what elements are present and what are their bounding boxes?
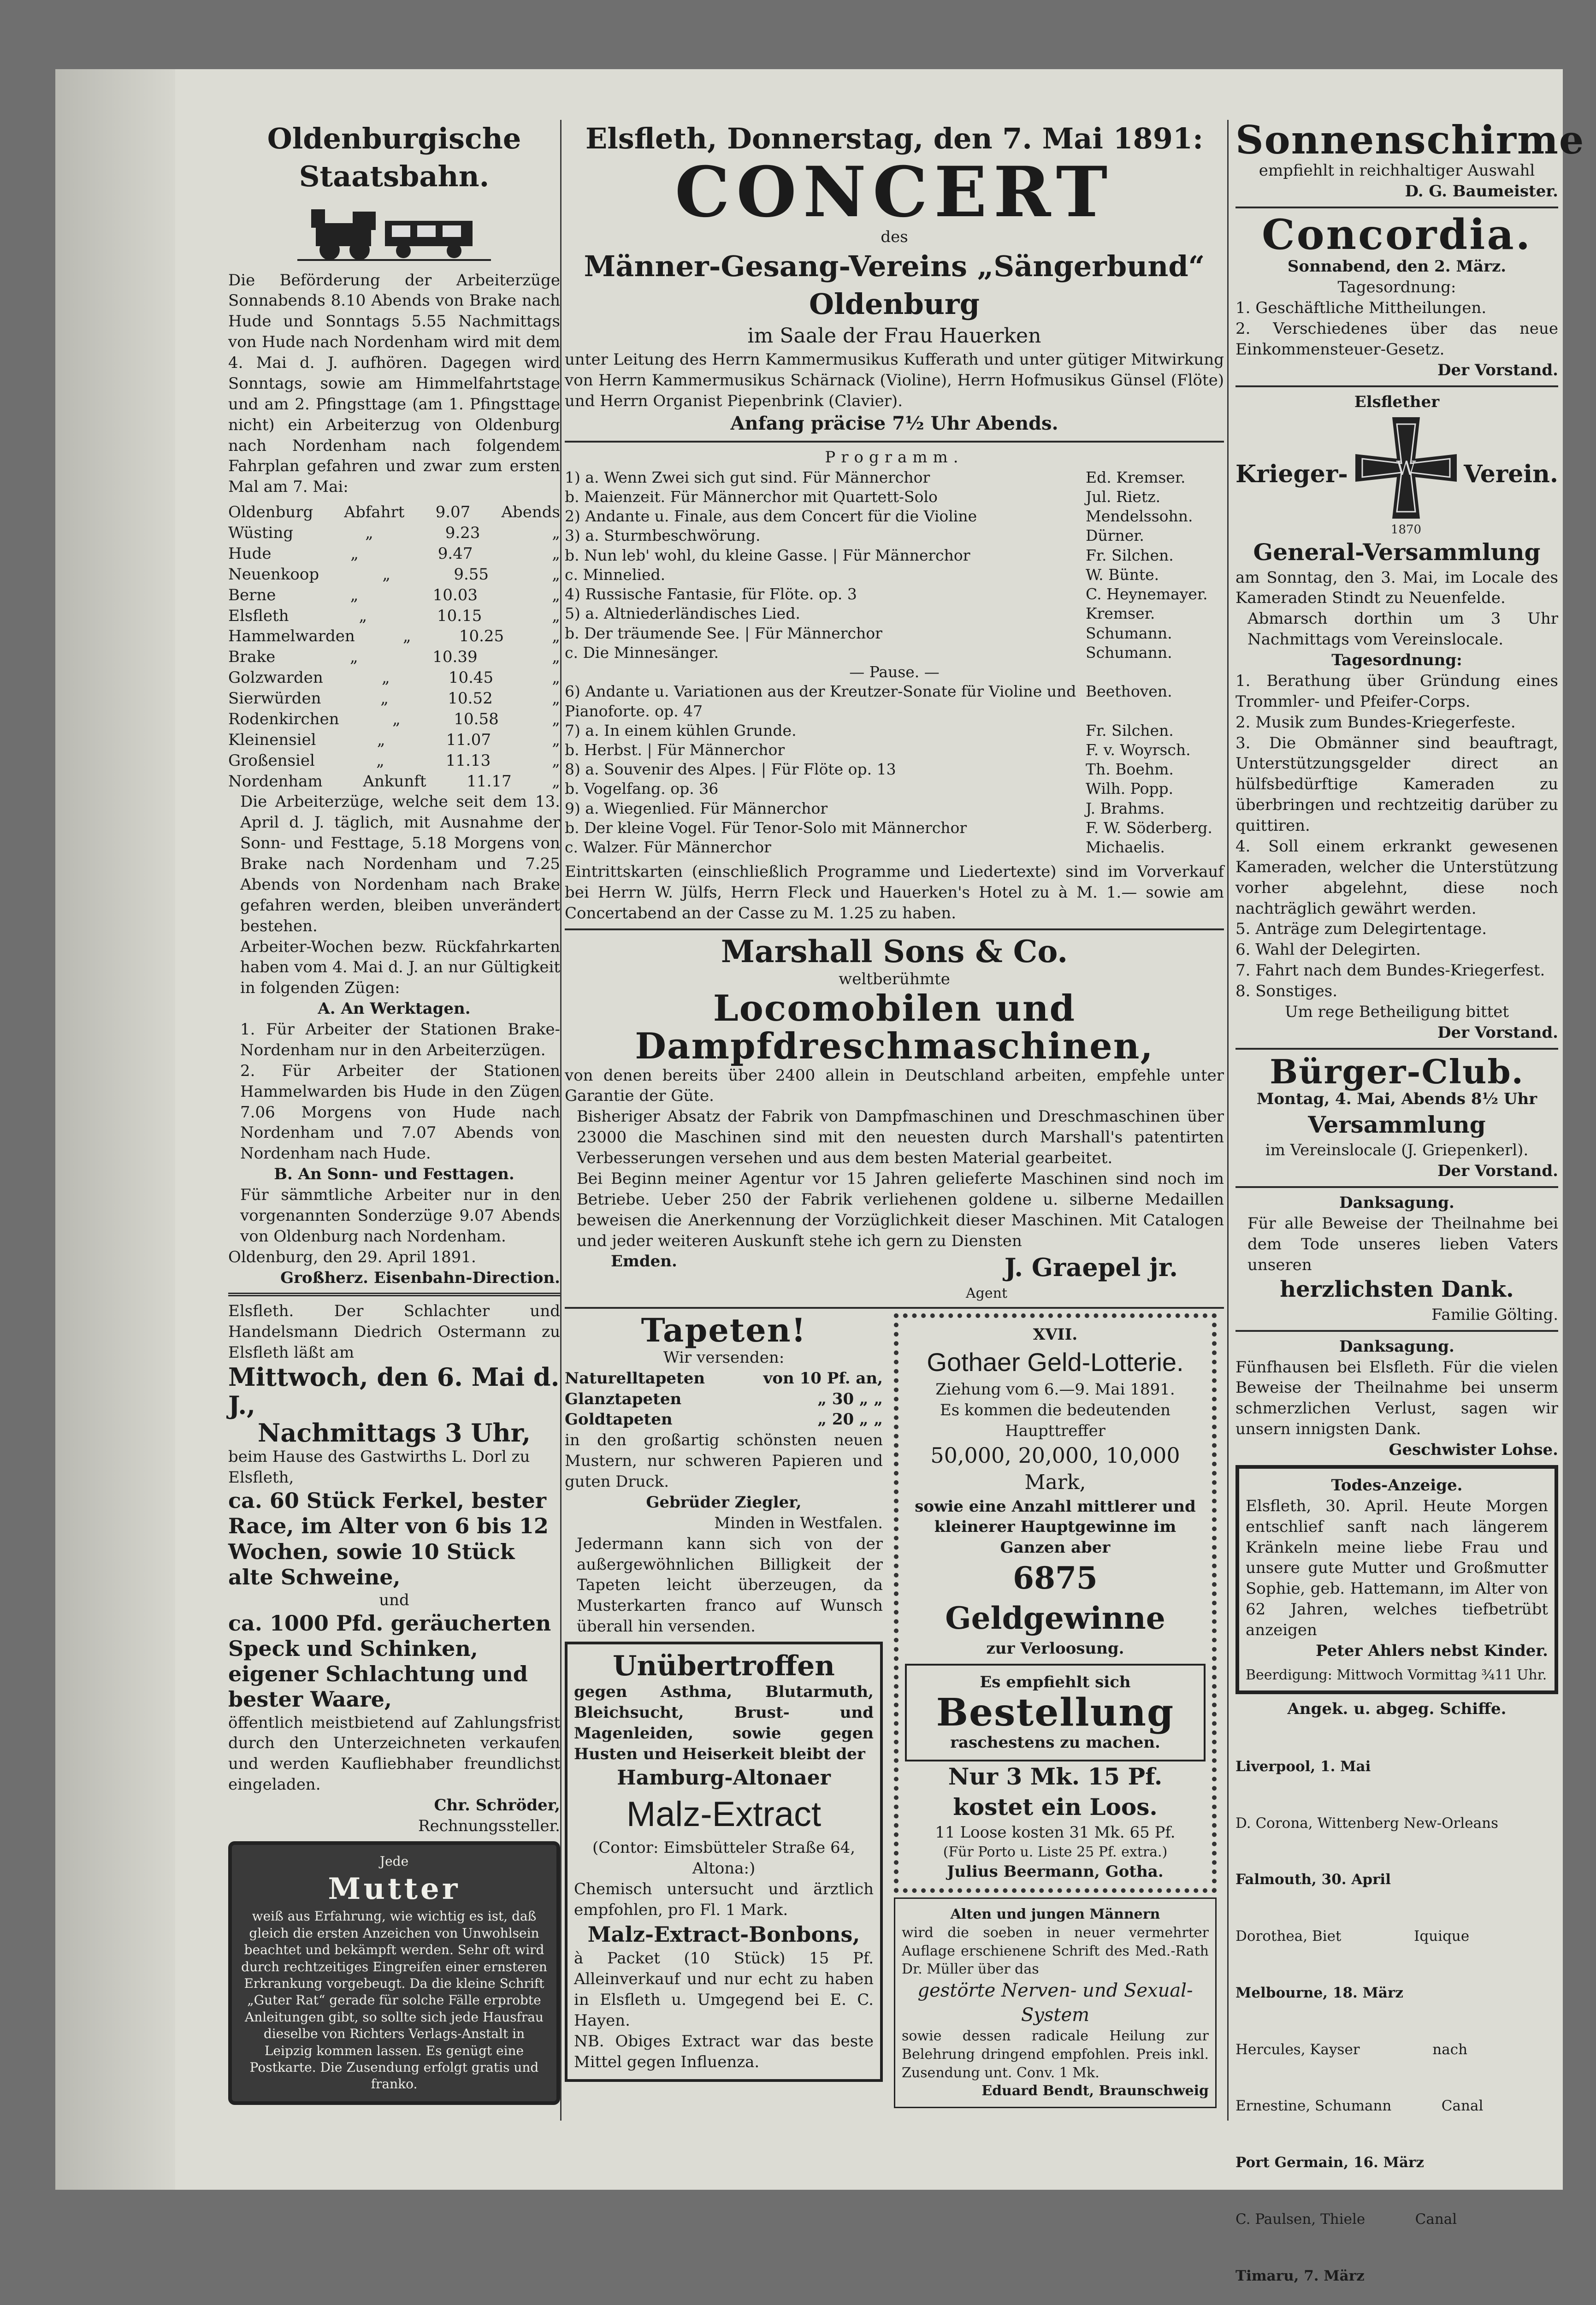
timetable-row: Wüsting „ 9.23 „: [228, 524, 560, 543]
buerger-title: Bürger-Club.: [1270, 1052, 1524, 1091]
loco-text-2: Bisheriger Absatz der Fabrik von Dampfmaschinen und Dreschmaschinen über 23000 die Maschinen sind mit den neuesten durch Marshall's patentirten Verbesserungen versehen und aus dem besten Material gearbeitet.: [577, 1107, 1224, 1168]
alt-signature: Eduard Bendt, Braunschweig: [981, 2083, 1209, 2099]
malz-nb: NB. Obiges Extract war das beste Mittel gegen Influenza.: [574, 2032, 874, 2071]
gv-item: 7. Fahrt nach dem Bundes-Kriegerfest.: [1235, 961, 1545, 980]
ads-row: [565, 1313, 1224, 2108]
programm-row: c. Walzer. Für Männerchor Michaelis.: [565, 838, 1165, 857]
lottery-mark: Mark,: [1024, 1471, 1086, 1495]
programm-heading: Programm.: [825, 448, 964, 467]
timetable-row: Brake „ 10.39 „: [228, 648, 560, 667]
auction-place: beim Hause des Gastwirths L. Dorl zu Elsfleth,: [228, 1448, 530, 1487]
gv-items: [1235, 671, 1558, 1002]
gv-item: 4. Soll einem erkrankt gewesenen Kameraden, welcher die Unterstützung vorher abgelehnt, diese noch nachträglich gewährt werden.: [1235, 837, 1558, 918]
timetable-row: Hammelwarden „ 10.25 „: [228, 627, 560, 646]
railway-text-2: Die Arbeiterzüge, welche seit dem 13. April d. J. täglich, mit Ausnahme der Sonn- und Festtage, 5.18 Morgens von Brake nach Nordenham und 7.25 Abends von Nordenham nach Brake gefahren werden, bleiben unverändert bestehen.: [240, 792, 560, 935]
programm-row: 4) Russische Fantasie, für Flöte. op. 3 C. Heynemayer.: [565, 585, 1208, 603]
malz-text-3: à Packet (10 Stück) 15 Pf. Alleinverkauf und nur echt zu haben in Elsfleth u. Umgegend bei E. C. Hayen.: [574, 1949, 874, 2030]
concordia-tagesordnung: Tagesordnung:: [1337, 278, 1456, 297]
malz-brand: Hamburg-Altonaer: [617, 1766, 831, 1790]
railway-title: Oldenburgische Staatsbahn.: [267, 122, 521, 193]
mutter-jede: Jede: [379, 1853, 409, 1869]
concert-des: des: [881, 227, 908, 246]
auction-tail: öffentlich meistbietend auf Zahlungsfrist durch den Unterzeichneten verkaufen und werden Kaufliebhaber freundlichst eingeladen.: [228, 1713, 560, 1794]
marshall-title: Marshall Sons & Co.: [721, 934, 1068, 970]
tod-text: Elsfleth, 30. April. Heute Morgen entschlief sanft nach längerem Kränkeln meine liebe Frau und unsere gute Mutter und Großmutter Sophie, geb. Hattemann, im Alter von 62 Jahren, welches tiefbetrübt anzeigen: [1246, 1496, 1548, 1640]
lottery-number: XVII.: [1033, 1325, 1078, 1344]
alt-italic: gestörte Nerven- und Sexual-System: [917, 1980, 1193, 2026]
divider: [565, 928, 1224, 930]
programm-row: 7) a. In einem kühlen Grunde. Fr. Silchen.: [565, 721, 1174, 739]
lottery-title: Gothaer Geld-Lotterie.: [927, 1348, 1184, 1377]
programm-list: [565, 468, 1224, 857]
ships-row: Falmouth, 30. April: [1235, 1871, 1391, 1888]
ads-left: [565, 1313, 883, 2108]
dank1-title: Danksagung.: [1339, 1193, 1454, 1212]
programm-row: b. Herbst. | Für Männerchor F. v. Woyrsch.: [565, 741, 1191, 759]
dank1-big: herzlichsten Dank.: [1280, 1277, 1514, 1303]
column-rule-1: [560, 120, 562, 2121]
tapeten-text-2: Jedermann kann sich von der außergewöhnlichen Billigkeit der Tapeten leicht überzeugen, da Musterkarten franco auf Wunsch überall hin versenden.: [577, 1534, 883, 1636]
lottery-bestellung: Bestellung: [936, 1690, 1175, 1735]
timetable-row: Großensiel „ 11.13 „: [228, 751, 560, 770]
mutter-ad: [228, 1841, 560, 2105]
programm-row: 1) a. Wenn Zwei sich gut sind. Für Männerchor Ed. Kremser.: [565, 468, 1186, 486]
ships-row: Melbourne, 18. März: [1235, 1984, 1403, 2001]
mutter-text: weiß aus Erfahrung, wie wichtig es ist, daß gleich die ersten Anzeichen von Unwohlsein beachtet und bekämpft werden. Sehr oft wird durch rechtzeitiges Eingreifen einer ernsteren Erkrankung vorgebeugt. Da die kleine Schrift „Guter Rat“ gerade für solche Fälle erprobte Anleitungen gibt, so sollte sich jede Hausfrau dieselbe von Richters Verlags-Anstalt in Leipzig kommen lassen. Es genügt eine Postkarte. Die Zusendung erfolgt gratis und franko.: [241, 1909, 547, 2092]
lottery-sums: 50,000, 20,000, 10,000: [930, 1442, 1180, 1468]
loco-sign-row: [565, 1251, 1224, 1284]
dank2-text: Fünfhausen bei Elsfleth. Für die vielen Beweise der Theilnahme bei unserm schmerzlichen Verlust, sagen wir unsern innigsten Dank.: [1235, 1358, 1558, 1439]
page-binding-fold: [55, 69, 175, 2190]
ships-row: Port Germain, 16. März: [1235, 2154, 1424, 2171]
malz-text-1: gegen Asthma, Blutarmuth, Bleichsucht, Brust- und Magenleiden, sowie gegen Husten und Heiserkeit bleibt der: [574, 1683, 874, 1763]
malz-contor: (Contor: Eimsbütteler Straße 64, Altona:): [592, 1838, 856, 1878]
malz-text-2: Chemisch untersucht und ärztlich empfohlen, pro Fl. 1 Mark.: [574, 1879, 874, 1919]
concert-title: CONCERT: [674, 151, 1114, 233]
divider: [565, 441, 1224, 443]
timetable-row: Rodenkirchen „ 10.58 „: [228, 709, 560, 728]
dank1-text: Für alle Beweise der Theilnahme bei dem Tode unseres lieben Vaters unseren: [1247, 1214, 1558, 1274]
tapeten-text: in den großartig schönsten neuen Mustern, nur schweren Papieren und guten Druck.: [565, 1431, 883, 1491]
sonnen-signature: D. G. Baumeister.: [1405, 182, 1558, 201]
svg-text:W: W: [1395, 456, 1416, 479]
tapeten-place: Minden in Westfalen.: [714, 1513, 883, 1532]
concordia-title: Concordia.: [1261, 210, 1532, 259]
auction-items-1: ca. 60 Stück Ferkel, bester Race, im Alter von 6 bis 12 Wochen, sowie 10 Stück alte Schweine,: [228, 1488, 549, 1590]
lottery-ad: [894, 1313, 1217, 1893]
programm-row: 5) a. Altniederländisches Lied. Kremser.: [565, 604, 1155, 623]
train-illustration: [228, 195, 560, 270]
malz-product: Malz-Extract: [626, 1794, 822, 1834]
column-2: [565, 120, 1224, 2108]
timetable-row: Golzwarden „ 10.45 „: [228, 668, 560, 687]
programm-row: 3) a. Sturmbeschwörung. Dürner.: [565, 526, 1144, 545]
timetable: [228, 502, 560, 792]
lottery-es: Es empfiehlt sich: [980, 1673, 1131, 1692]
gv-item: 2. Musik zum Bundes-Kriegerfeste.: [1235, 713, 1516, 732]
buerger-date: Montag, 4. Mai, Abends 8½ Uhr: [1256, 1090, 1537, 1109]
krieger-left: Krieger-: [1235, 460, 1348, 489]
concert-society: Männer-Gesang-Vereins „Sängerbund“ Oldenburg: [584, 249, 1205, 321]
programm-row: b. Maienzeit. Für Männerchor mit Quartett-Solo Jul. Rietz.: [565, 487, 1161, 506]
lottery-porto: (Für Porto u. Liste 25 Pf. extra.): [943, 1844, 1168, 1860]
ships-row: Ernestine, Schumann Canal: [1235, 2098, 1484, 2115]
lottery-draw: Ziehung vom 6.—9. Mai 1891.: [935, 1380, 1175, 1399]
tapeten-row: Goldtapeten „ 20 „ „: [565, 1410, 883, 1429]
iron-cross-icon: [1351, 413, 1461, 537]
gv-text: am Sonntag, den 3. Mai, im Locale des Kameraden Stindt zu Neuenfelde.: [1235, 568, 1558, 608]
alt-ad: [894, 1897, 1217, 2108]
lottery-total: 6875 Geldgewinne: [945, 1560, 1165, 1637]
auction-role: Rechnungssteller.: [418, 1816, 560, 1835]
ships-list: [1235, 1720, 1558, 2305]
lottery-order-box: [905, 1664, 1206, 1761]
sonnen-text: empfiehlt in reichhaltiger Auswahl: [1259, 161, 1535, 180]
malz-bonbons: Malz-Extract-Bonbons,: [587, 1921, 860, 1947]
ships-row: Timaru, 7. März: [1235, 2267, 1365, 2284]
alt-text-2: sowie dessen radicale Heilung zur Belehrung dringend empfohlen. Preis inkl. Zusendung unt. Conv. 1 Mk.: [902, 2028, 1209, 2081]
section-b-heading: B. An Sonn- und Festtagen.: [274, 1165, 514, 1184]
tod-title: Todes-Anzeige.: [1331, 1476, 1463, 1495]
tod-burial: Beerdigung: Mittwoch Vormittag ¾11 Uhr.: [1246, 1667, 1547, 1683]
lottery-zur: zur Verloosung.: [986, 1639, 1124, 1658]
ships-row: Liverpool, 1. Mai: [1235, 1758, 1371, 1775]
railway-date: Oldenburg, den 29. April 1891.: [228, 1247, 476, 1266]
programm-row: c. Minnelied. W. Bünte.: [565, 565, 1159, 584]
gv-item: 3. Die Obmänner sind beauftragt, Unterstützungsgelder direct an hülfsbedürftige Kameraden zu überbringen und rechtzeitig darüber zu quittiren.: [1235, 733, 1558, 835]
auction-intro: Elsfleth. Der Schlachter und Handelsmann Diedrich Ostermann zu Elsfleth läßt am: [228, 1302, 560, 1362]
lottery-price: Nur 3 Mk. 15 Pf. kostet ein Loos.: [948, 1763, 1163, 1821]
section-b-item: Für sämmtliche Arbeiter nur in den vorgenannten Sonderzüge 9.07 Abends von Oldenburg nach Nordenham.: [240, 1186, 560, 1246]
tapeten-signature: Gebrüder Ziegler,: [646, 1493, 802, 1512]
concert-headline: Elsfleth, Donnerstag, den 7. Mai 1891:: [585, 122, 1203, 155]
gv-item: 8. Sonstiges.: [1235, 982, 1338, 1001]
auction-date: Mittwoch, den 6. Mai d. J.,: [228, 1362, 560, 1420]
mutter-title: Mutter: [328, 1872, 461, 1907]
loco-text-1: von denen bereits über 2400 allein in Deutschland arbeiten, empfehle unter Garantie der Güte.: [565, 1066, 1224, 1105]
auction-time: Nachmittags 3 Uhr,: [257, 1418, 531, 1448]
concordia-signature: Der Vorstand.: [1437, 361, 1558, 379]
malz-ad: [565, 1642, 883, 2082]
buerger-versammlung: Versammlung: [1308, 1111, 1486, 1139]
section-a-heading: A. An Werktagen.: [318, 999, 471, 1018]
concert-lead: unter Leitung des Herrn Kammermusikus Kufferath und unter gütiger Mitwirkung von Herrn Kammermusikus Schärnack (Violine), Herrn Hofmusikus Günsel (Flöte) und Herrn Organist Piepenbrink (Clavier).: [565, 350, 1224, 411]
divider: [1235, 1330, 1558, 1332]
dank1-signature: Familie Gölting.: [1431, 1305, 1558, 1324]
alt-text-1: wird die soeben in neuer vermehrter Auflage erschienene Schrift des Med.-Rath Dr. Müller über das: [902, 1925, 1209, 1978]
programm-row: b. Der kleine Vogel. Für Tenor-Solo mit Männerchor F. W. Söderberg.: [565, 818, 1212, 837]
gv-tagesordnung: Tagesordnung:: [1331, 651, 1462, 670]
lottery-elf: 11 Loose kosten 31 Mk. 65 Pf.: [935, 1823, 1176, 1842]
gv-title: General-Versammlung: [1253, 538, 1541, 566]
column-1: [228, 120, 560, 2105]
locomotive-icon: [297, 195, 491, 265]
divider: [228, 1293, 560, 1296]
auction-und: und: [379, 1590, 409, 1609]
section-a-item-1: 1. Für Arbeiter der Stationen Brake-Nordenham nur in den Arbeiterzügen.: [240, 1020, 560, 1059]
sonnen-title: Sonnenschirme: [1235, 117, 1585, 163]
auction-signature: Chr. Schröder,: [434, 1796, 560, 1815]
loco-text-3: Bei Beginn meiner Agentur vor 15 Jahren gelieferte Maschinen sind noch im Betriebe. Ueber 250 der Fabrik verliehenen goldene u. silberne Medaillen beweisen die Anerkennung der Vorzüglichkeit dieser Maschinen. Mit Catalogen und jeder weiteren Auskunft stehe ich gern zu Diensten: [577, 1169, 1224, 1250]
programm-row: b. Nun leb' wohl, du kleine Gasse. | Für Männerchor Fr. Silchen.: [565, 546, 1174, 564]
ads-right: [894, 1313, 1217, 2108]
concert-tickets: Eintrittskarten (einschließlich Programme und Liedertexte) sind im Vorverkauf bei Herrn W. Jülfs, Herrn Fleck und Hauerken's Hotel zu à M. 1.— sowie am Concertabend an der Casse zu M. 1.25 zu haben.: [565, 863, 1224, 923]
ships-row: D. Corona, Wittenberg New-Orleans: [1235, 1814, 1498, 1832]
loco-role: Agent: [966, 1285, 1007, 1301]
timetable-row: Nordenham Ankunft 11.17 „: [228, 772, 560, 791]
divider: [1235, 385, 1558, 387]
divider: [1235, 1186, 1558, 1188]
railway-text-3: Arbeiter-Wochen bezw. Rückfahrkarten haben vom 4. Mai d. J. an nur Gültigkeit in folgenden Zügen:: [240, 937, 560, 998]
column-3: [1235, 117, 1585, 2305]
concordia-item-2: 2. Verschiedenes über das neue Einkommensteuer-Gesetz.: [1235, 319, 1558, 359]
krieger-top: Elsflether: [1354, 392, 1440, 411]
divider: [1235, 1048, 1558, 1050]
divider: [565, 1307, 1224, 1309]
programm-row: b. Der träumende See. | Für Männerchor Schumann.: [565, 624, 1172, 642]
tod-signature: Peter Ahlers nebst Kinder.: [1316, 1641, 1548, 1660]
programm-pause: — Pause. —: [849, 663, 940, 681]
railway-signature: Großherz. Eisenbahn-Direction.: [280, 1268, 560, 1287]
gv-item: 1. Berathung über Gründung eines Trommler- und Pfeifer-Corps.: [1235, 671, 1558, 711]
gv-bitte: Um rege Betheiligung bittet: [1284, 1002, 1509, 1021]
lottery-rasch: raschestens zu machen.: [950, 1733, 1160, 1752]
locomobilen-title: Locomobilen und Dampfdreschmaschinen,: [635, 987, 1154, 1067]
marshall-sub: weltberühmte: [839, 969, 950, 988]
lottery-text-2: sowie eine Anzahl mittlerer und kleinerer Hauptgewinne im Ganzen aber: [915, 1497, 1196, 1557]
timetable-row: Kleinensiel „ 11.07 „: [228, 730, 560, 749]
section-a-item-2: 2. Für Arbeiter der Stationen Hammelwarden bis Hude in den Zügen 7.06 Morgens von Hude nach Nordenham und 7.07 Abends von Nordenham nach Hude.: [240, 1061, 560, 1163]
loco-signature: J. Graepel jr.: [1004, 1253, 1178, 1283]
gv-text-2: Abmarsch dorthin um 3 Uhr Nachmittags vom Vereinslocale.: [1247, 609, 1558, 649]
ships-row: Dorothea, Biet Iquique: [1235, 1928, 1470, 1945]
concordia-item-1: 1. Geschäftliche Mittheilungen.: [1235, 299, 1487, 318]
timetable-row: Hude „ 9.47 „: [228, 544, 560, 563]
column-rule-2: [1227, 120, 1229, 2121]
tapeten-row: Glanztapeten „ 30 „ „: [565, 1389, 883, 1408]
concert-start: Anfang präcise 7½ Uhr Abends.: [730, 413, 1058, 435]
divider: [1235, 207, 1558, 208]
concordia-date: Sonnabend, den 2. März.: [1287, 257, 1507, 276]
krieger-right: Verein.: [1464, 460, 1558, 489]
gv-item: 5. Anträge zum Delegirtentage.: [1235, 920, 1487, 939]
programm-row: 8) a. Souvenir des Alpes. | Für Flöte op. 13 Th. Boehm.: [565, 760, 1174, 779]
programm-row: 2) Andante u. Finale, aus dem Concert für die Violine Mendelssohn.: [565, 507, 1193, 526]
timetable-row: Berne „ 10.03 „: [228, 585, 560, 604]
loco-place: Emden.: [611, 1252, 677, 1271]
krieger-header: [1235, 413, 1558, 537]
gv-item: 6. Wahl der Delegirten.: [1235, 940, 1421, 959]
tapeten-title: Tapeten!: [641, 1311, 807, 1350]
ships-row: Hercules, Kayser nach: [1235, 2041, 1468, 2058]
tod-ad: [1235, 1465, 1558, 1694]
gv-signature: Der Vorstand.: [1437, 1023, 1558, 1042]
buerger-place: im Vereinslocale (J. Griepenkerl).: [1265, 1141, 1529, 1160]
malz-title: Unübertroffen: [613, 1650, 835, 1683]
programm-row: 6) Andante u. Variationen aus der Kreutzer-Sonate für Violine und Pianoforte. op. 47 Beethoven.: [565, 682, 1172, 720]
alt-title: Alten und jungen Männern: [950, 1906, 1160, 1923]
programm-row: c. Die Minnesänger. Schumann.: [565, 643, 1172, 662]
tapeten-intro: Wir versenden:: [663, 1348, 785, 1367]
programm-row: b. Vogelfang. op. 36 Wilh. Popp.: [565, 780, 1174, 798]
tapeten-row: Naturelltapeten von 10 Pf. an,: [565, 1369, 883, 1388]
programm-row: 9) a. Wiegenlied. Für Männerchor J. Brahms.: [565, 799, 1165, 817]
dank2-title: Danksagung.: [1339, 1337, 1454, 1356]
buerger-signature: Der Vorstand.: [1437, 1162, 1558, 1181]
auction-items-2: ca. 1000 Pfd. geräucherten Speck und Schinken, eigener Schlachtung und bester Waare,: [228, 1610, 551, 1712]
svg-text:1870: 1870: [1390, 522, 1421, 537]
ships-row: C. Paulsen, Thiele Canal: [1235, 2210, 1457, 2228]
railway-intro: Die Beförderung der Arbeiterzüge Sonnabends 8.10 Abends von Brake nach Hude und Sonntags 5.55 Nachmittags von Hude nach Nordenham wird mit dem 4. Mai d. J. aufhören. Dagegen wird Sonntags, sowie am Himmelfahrtstage und am 2. Pfingsttage (am 1. Pfingsttage nicht) ein Arbeiterzug von Oldenburg nach Nordenham nach folgendem Fahrplan gefahren und zwar zum ersten Mal am 7. Mai:: [228, 271, 560, 496]
lottery-text: Es kommen die bedeutenden Haupttreffer: [940, 1401, 1171, 1440]
timetable-row: Oldenburg Abfahrt 9.07 Abends: [228, 503, 560, 522]
ships-title: Angek. u. abgeg. Schiffe.: [1287, 1700, 1507, 1719]
timetable-row: Neuenkoop „ 9.55 „: [228, 565, 560, 584]
dank2-signature: Geschwister Lohse.: [1389, 1441, 1558, 1460]
lottery-signature: Julius Beermann, Gotha.: [947, 1862, 1164, 1881]
timetable-row: Elsfleth „ 10.15 „: [228, 606, 560, 625]
timetable-row: Sierwürden „ 10.52 „: [228, 689, 560, 708]
concert-hall: im Saale der Frau Hauerken: [747, 324, 1041, 348]
